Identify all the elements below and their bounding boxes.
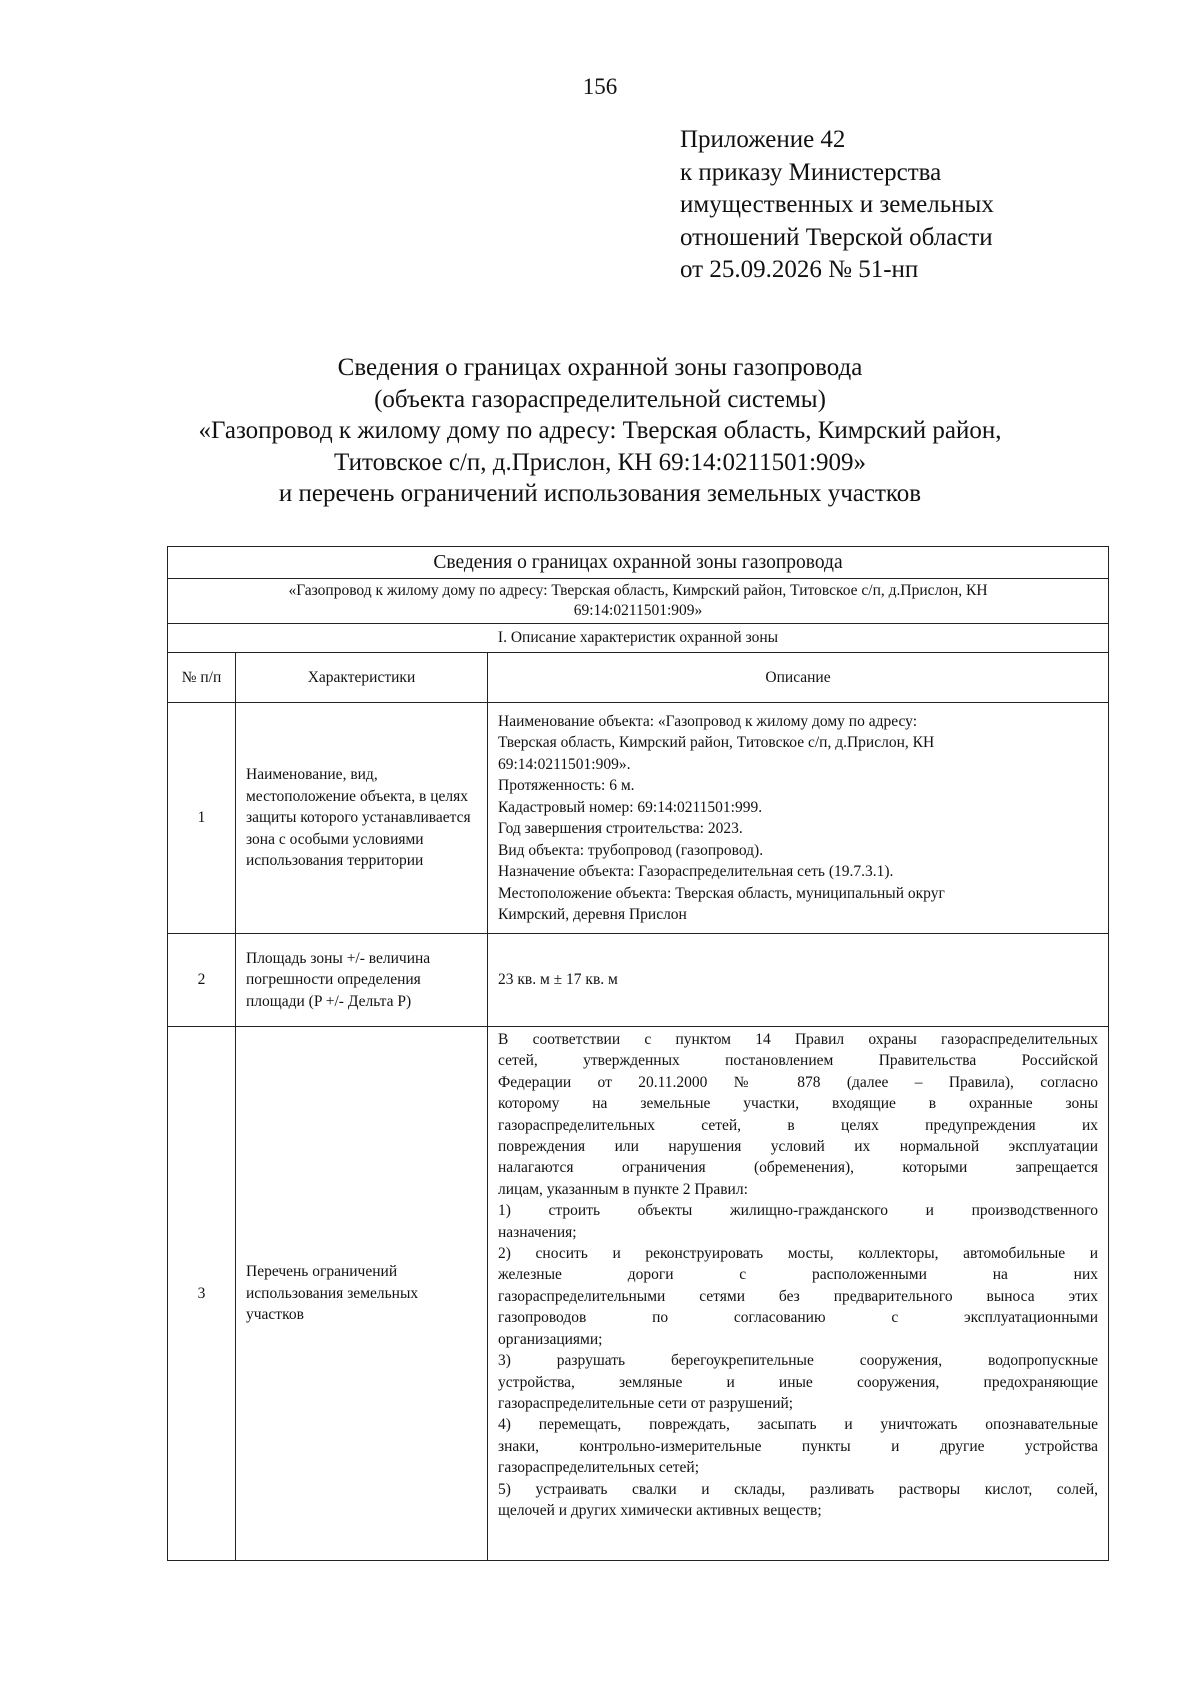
column-header-description: Описание xyxy=(488,653,1109,703)
row-number: 3 xyxy=(168,1027,236,1561)
row-characteristic: Наименование, вид, местоположение объекта, в целях защиты которого устанавливается зона с особыми условиями использования территории xyxy=(236,703,488,934)
description-line: Назначение объекта: Газораспределительная сеть (19.7.3.1). xyxy=(498,863,894,880)
description-line: 5) устраивать свалки и склады, разливать растворы кислот, солей, xyxy=(498,1480,1099,1498)
description-line: Вид объекта: трубопровод (газопровод). xyxy=(498,841,764,859)
table-object-row xyxy=(168,579,1109,624)
description-line: Год завершения строительства: 2023. xyxy=(498,820,743,837)
table-row xyxy=(168,1027,1109,1561)
title-line: и перечень ограничений использования земельных участков xyxy=(278,480,922,507)
title-line: (объекта газораспределительной системы) xyxy=(374,385,826,413)
row-characteristic: Площадь зоны +/- величина погрешности определения площади (P +/- Дельта P) xyxy=(236,934,488,1027)
appendix-reference xyxy=(680,124,994,287)
title-line: «Газопровод к жилому дому по адресу: Тверская область, Кимрский район, xyxy=(198,417,1002,444)
description-line: повреждения или нарушения условий их нормальной эксплуатации xyxy=(498,1138,1099,1156)
description-line: Кимрский, деревня Прислон xyxy=(498,906,687,923)
row-characteristic: Перечень ограничений использования земельных участков xyxy=(236,1027,488,1561)
row-number: 1 xyxy=(168,703,236,934)
description-line: 4) перемещать, повреждать, засыпать и уничтожать опознавательные xyxy=(498,1416,1099,1434)
description-line: 3) разрушать берегоукрепительные сооружения, водопропускные xyxy=(498,1352,1099,1370)
object-name-line: 69:14:0211501:909» xyxy=(573,602,703,619)
column-header-row xyxy=(168,653,1109,703)
appendix-line: к приказу Министерства xyxy=(680,158,942,186)
description-line: налагаются ограничения (обременения), которыми запрещается xyxy=(498,1159,1099,1177)
description-line: Протяженность: 6 м. xyxy=(498,777,635,794)
description-line: которому на земельные участки, входящие в охранные зоны xyxy=(498,1095,1099,1113)
appendix-line: имущественных и земельных xyxy=(680,191,994,218)
description-line: лицам, указанным в пункте 2 Правил: xyxy=(498,1180,748,1198)
description-line: назначения; xyxy=(498,1223,577,1241)
description-line: Кадастровый номер: 69:14:0211501:999. xyxy=(498,798,763,816)
object-name-line: «Газопровод к жилому дому по адресу: Тверская область, Кимрский район, Титовское с/п, д.Прислон, КН xyxy=(288,582,988,599)
description-line: В соответствии с пунктом 14 Правил охраны газораспределительных xyxy=(498,1031,1099,1048)
description-line: 1) строить объекты жилищно-гражданского и производственного xyxy=(498,1202,1099,1220)
row-description xyxy=(488,1027,1109,1561)
page-number: 156 xyxy=(582,74,618,99)
description-line: Местоположение объекта: Тверская область, муниципальный округ xyxy=(498,884,945,902)
protection-zone-table xyxy=(167,546,1109,1561)
description-line: щелочей и других химически активных веществ; xyxy=(498,1501,822,1519)
description-line: организациями; xyxy=(498,1330,603,1348)
column-header-characteristics: Характеристики xyxy=(236,653,488,703)
row-description xyxy=(488,703,1109,934)
column-header-number: № п/п xyxy=(168,653,236,703)
table-section-row xyxy=(168,624,1109,653)
description-line: газораспределительными сетями без предварительного выноса этих xyxy=(498,1287,1099,1305)
table-header-title: Сведения о границах охранной зоны газопровода xyxy=(168,547,1109,579)
description-line: газораспределительные сети от разрушений; xyxy=(498,1394,794,1412)
description-line: устройства, земляные и иные сооружения, предохраняющие xyxy=(498,1373,1099,1391)
description-line: газораспределительных сетей, в целях предупреждения их xyxy=(498,1116,1099,1134)
table-header-row xyxy=(168,547,1109,579)
title-line: Титовское с/п, д.Прислон, КН 69:14:0211501:909» xyxy=(333,448,867,476)
appendix-line: Приложение 42 xyxy=(680,126,846,153)
section-title: I. Описание характеристик охранной зоны xyxy=(168,624,1109,653)
row-number: 2 xyxy=(168,934,236,1027)
description-line: 2) сносить и реконструировать мосты, коллекторы, автомобильные и xyxy=(498,1245,1099,1263)
description-line: железные дороги с расположенными на них xyxy=(498,1266,1099,1284)
appendix-line: от 25.09.2026 № 51-нп xyxy=(680,256,919,283)
description-line: знаки, контрольно-измерительные пункты и другие устройства xyxy=(498,1437,1099,1455)
description-line: газопроводов по согласованию с эксплуатационными xyxy=(498,1309,1099,1327)
description-line: Тверская область, Кимрский район, Титовское с/п, д.Прислон, КН xyxy=(498,734,935,751)
description-line: газораспределительных сетей; xyxy=(498,1459,700,1477)
title-line: Сведения о границах охранной зоны газопровода xyxy=(337,354,863,381)
description-line: сетей, утвержденных постановлением Правительства Российской xyxy=(498,1052,1099,1070)
table-row xyxy=(168,934,1109,1027)
document-title xyxy=(0,352,1200,510)
description-line: Федерации от 20.11.2000 № 878 (далее – Правила), согласно xyxy=(498,1073,1099,1091)
description-line: Наименование объекта: «Газопровод к жилому дому по адресу: xyxy=(498,712,918,730)
description-line: 69:14:0211501:909». xyxy=(498,755,631,773)
table-object-name xyxy=(168,579,1109,624)
row-description: 23 кв. м ± 17 кв. м xyxy=(488,934,1109,1027)
table-row xyxy=(168,703,1109,934)
appendix-line: отношений Тверской области xyxy=(680,223,993,251)
